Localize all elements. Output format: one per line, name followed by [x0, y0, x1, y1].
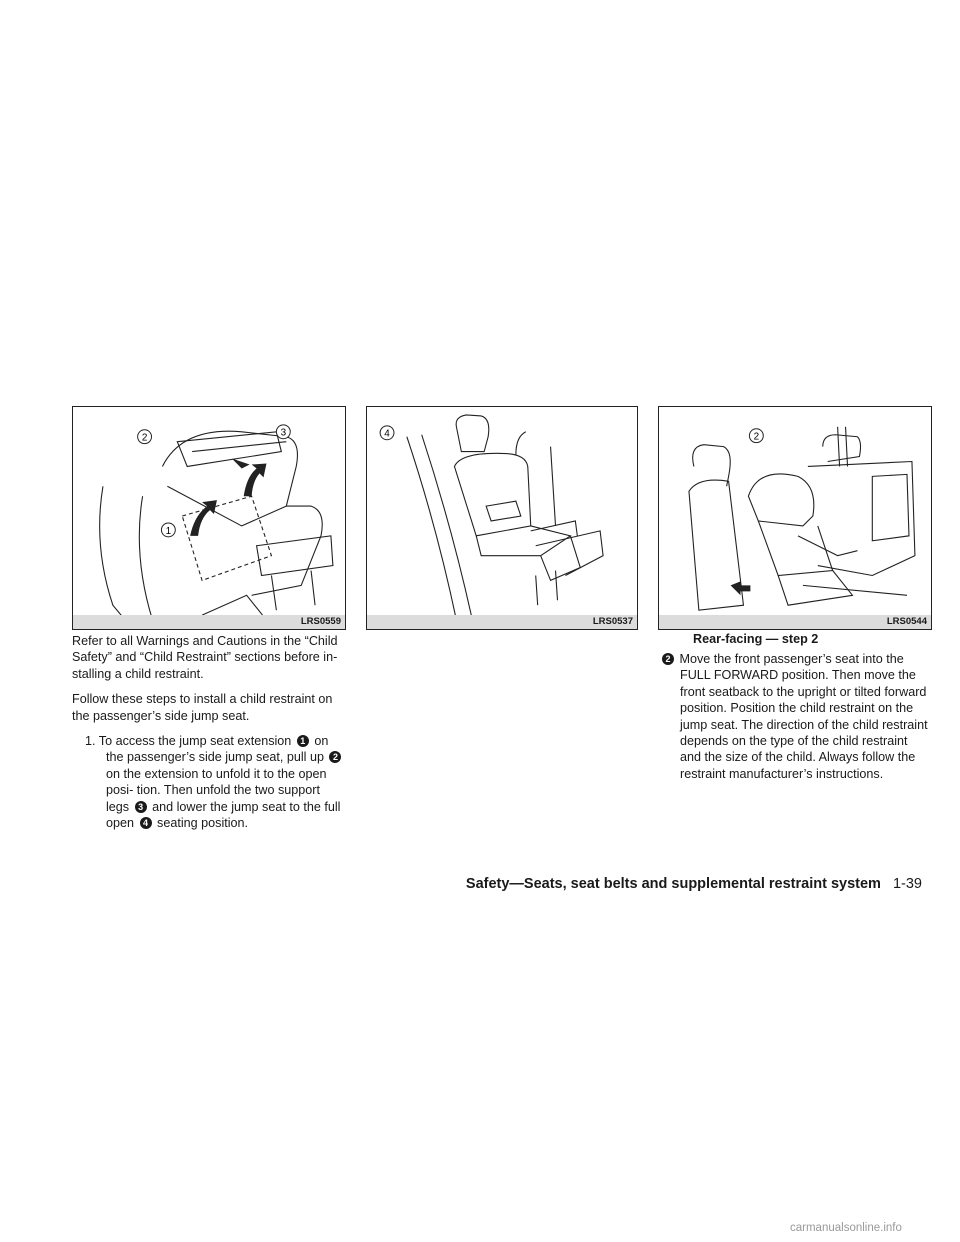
figure1-callout-2: 2 [141, 432, 148, 444]
jump-seat-extension-illustration [73, 407, 345, 629]
figure-rear-facing-step-2 [658, 406, 932, 630]
step-1-text-b: on the passenger’s side jump seat, pull up [106, 734, 329, 765]
figure3-callout-2: 2 [753, 431, 760, 443]
figure1-callout-3: 3 [280, 427, 287, 439]
step-1-text-a: To access the jump seat extension [98, 734, 292, 749]
figure3-caption: Rear-facing — step 2 [693, 632, 819, 646]
callout-3: 3 [135, 801, 147, 813]
watermark-text: carmanualsonline.info [790, 1222, 902, 1234]
figure1-callout-1: 1 [165, 525, 172, 537]
page-footer [466, 876, 922, 892]
step-1 [72, 733, 346, 831]
page-number: 1-39 [892, 876, 922, 892]
step-1-text-e: seating position. [157, 816, 249, 831]
step-2-callout: 2 [662, 653, 674, 665]
callout-2: 2 [329, 751, 341, 763]
step-1-text-c: on the extension to unfold it to the open posi- tion. Then unfold the two support legs [106, 766, 327, 814]
figure3-code: LRS0544 [659, 615, 931, 629]
rear-facing-illustration [659, 407, 931, 629]
jump-seat-open-illustration [367, 407, 637, 629]
intro-paragraph: Refer to all Warnings and Cautions in the “Child Safety” and “Child Restraint” sections before in- stalling a child restraint. [72, 634, 338, 681]
step-2-text: Move the front passenger’s seat into the FULL FORWARD position. Then move the front seatback to the upright or tilted forward position. Position the child restraint on the jump seat. The direction of the child restraint depends on the type of the child restraint and the size of the child. Always follow the restraint manufacturer’s instructions. [679, 652, 928, 781]
right-column [660, 651, 932, 791]
figure1-code: LRS0559 [73, 615, 345, 629]
footer-section-title: Safety—Seats, seat belts and supplemental restraint system [465, 876, 881, 892]
figure2-callout-4: 4 [384, 428, 390, 440]
callout-1: 1 [297, 735, 309, 747]
step-1-text-d: and lower the jump seat to the full open [106, 799, 341, 831]
figure-jump-seat-extension [72, 406, 346, 630]
figure2-code: LRS0537 [367, 615, 637, 629]
step-2 [660, 651, 932, 782]
left-column [72, 633, 346, 840]
callout-4: 4 [140, 817, 152, 829]
figure-jump-seat-open [366, 406, 638, 630]
step-1-number: 1. [85, 734, 96, 749]
steps-intro-paragraph: Follow these steps to install a child restraint on the passenger’s side jump seat. [72, 692, 333, 723]
